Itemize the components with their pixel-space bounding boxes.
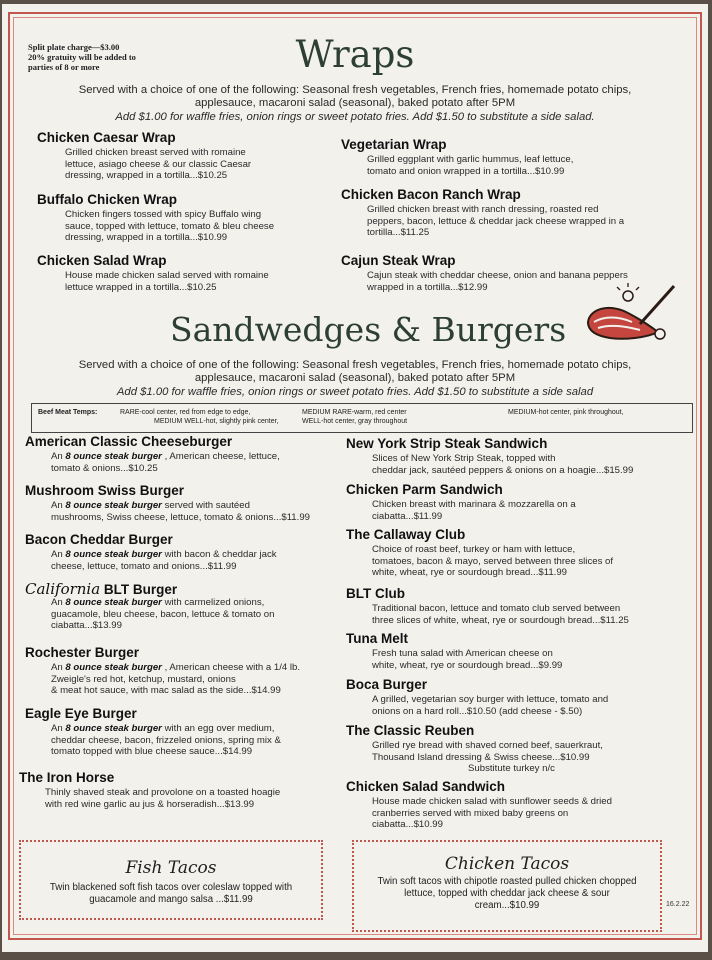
menu-item-name: Tuna Melt — [346, 631, 408, 646]
menu-item-name: Rochester Burger — [25, 645, 140, 660]
menu-item-description — [372, 603, 629, 626]
fish-tacos-box — [19, 840, 323, 920]
gratuity-note: 20% gratuity will be added to — [28, 52, 136, 62]
chicken-tacos-line: Twin soft tacos with chipotle roasted pulled chicken chopped — [377, 876, 637, 887]
menu-item-description-line: Grilled chicken breast with ranch dressing, roasted red — [367, 204, 599, 215]
split-plate-note: Split plate charge—$3.00 — [28, 42, 120, 52]
menu-item-name: Cajun Steak Wrap — [341, 253, 456, 268]
menu-item-description — [65, 209, 274, 244]
menu-item-description-line: Zweigle's red hot, ketchup, mustard, onions — [51, 673, 236, 685]
sandwedges-intro — [22, 359, 688, 399]
menu-item-description-line: tomato and onion wrapped in a tortilla...$10.99 — [367, 165, 565, 177]
menu-item-name: Chicken Salad Sandwich — [346, 779, 506, 794]
menu-item-description-line: A grilled, vegetarian soy burger with lettuce, tomato and — [372, 694, 609, 705]
menu-item-description-line: House made chicken salad with sunflower seeds & dried — [372, 796, 612, 807]
chicken-tacos-line: cream...$10.99 — [474, 900, 540, 911]
menu-item-description — [51, 549, 277, 572]
menu-item-description-line: guacamole, bleu cheese, bacon, lettuce & tomato on — [51, 608, 275, 620]
menu-item-description-line: white, wheat, rye or sourdough bread...$11.99 — [372, 567, 568, 579]
menu-item-description-line: Substitute turkey n/c — [468, 763, 555, 775]
menu-item-name: Chicken Caesar Wrap — [37, 130, 176, 145]
chicken-tacos-title: Chicken Tacos — [444, 854, 570, 874]
menu-item-description-line: Traditional bacon, lettuce and tomato club served between — [372, 603, 621, 614]
menu-item-description — [372, 648, 562, 671]
menu-item-description-line: An 8 ounce steak burger , American cheese, lettuce, — [51, 451, 280, 462]
temp-well: WELL-hot center, gray throughout — [302, 418, 408, 425]
menu-item-description — [372, 796, 612, 831]
menu-item-description-line: white, wheat, rye or sourdough bread...$9.99 — [372, 659, 563, 671]
menu-item-description-line: Thinly shaved steak and provolone on a toasted hoagie — [45, 787, 281, 798]
sandwedges-heading: Sandwedges & Burgers — [170, 310, 567, 349]
menu-item-description-line: cranberries served with mixed baby greens on — [372, 807, 569, 819]
menu-item-name: Mushroom Swiss Burger — [25, 483, 185, 498]
menu-item-description — [51, 500, 310, 523]
menu-item-description — [367, 154, 573, 177]
chicken-tacos-box — [352, 840, 662, 932]
menu-item-description — [51, 451, 280, 474]
meat-temps-box — [31, 403, 693, 433]
menu-item-name: Buffalo Chicken Wrap — [37, 192, 178, 207]
menu-item-description-line: tomatoes, bacon & mayo, served between three slices of — [372, 555, 614, 567]
menu-item-description-line: ciabatta...$13.99 — [51, 620, 122, 632]
menu-item-description-line: mushrooms, Swiss cheese, lettuce, tomato & onions...$11.99 — [51, 511, 310, 523]
menu-item-description-line: ciabatta...$10.99 — [372, 819, 443, 831]
menu-item-description-line: tomato & onions...$10.25 — [51, 462, 158, 474]
menu-item-description-line: lettuce wrapped in a tortilla...$10.25 — [65, 281, 217, 293]
menu-item-description — [372, 740, 603, 775]
wraps-intro-line: applesauce, macaroni salad (seasonal), baked potato after 5PM — [194, 97, 516, 110]
wraps-intro — [22, 84, 688, 124]
menu-item-description-line: Chicken breast with marinara & mozzarella on a — [372, 499, 576, 510]
menu-item-name: Boca Burger — [346, 677, 428, 692]
menu-item-description-line: An 8 ounce steak burger served with sautéed — [51, 500, 250, 511]
chicken-tacos-desc — [354, 876, 660, 912]
wraps-intro-line: Add $1.00 for waffle fries, onion rings or sweet potato fries. Add $1.50 to substitute a side salad. — [115, 110, 595, 123]
sandwedges-intro-line: Served with a choice of one of the following: Seasonal fresh vegetables, French fries, homemade potato chips, — [78, 359, 632, 371]
menu-item-description-line: lettuce, asiago cheese & our classic Caesar — [65, 158, 252, 170]
menu-item-description-line: three slices of white, wheat, rye or sourdough bread...$11.25 — [372, 614, 629, 626]
fish-tacos-line: guacamole and mango salsa ...$11.99 — [89, 894, 253, 905]
menu-item-description — [372, 544, 613, 579]
menu-page — [2, 4, 708, 952]
menu-item-description-line: Thousand Island dressing & Swiss cheese...$10.99 — [372, 751, 590, 763]
menu-item-name: The Iron Horse — [19, 770, 115, 785]
fish-tacos-line: Twin blackened soft fish tacos over coleslaw topped with — [49, 882, 293, 893]
menu-item-name: Eagle Eye Burger — [25, 706, 137, 721]
temp-rare: RARE-cool center, red from edge to edge, — [120, 409, 251, 416]
menu-item-description-line: peppers, bacon, lettuce & cheddar jack cheese wrapped in a — [367, 215, 625, 227]
menu-item-description-line: Chicken fingers tossed with spicy Buffalo wing — [65, 209, 262, 220]
menu-item-name: Vegetarian Wrap — [341, 137, 447, 152]
menu-item-name: Chicken Parm Sandwich — [346, 482, 503, 497]
menu-item-description-line: An 8 ounce steak burger with carmelized onions, — [51, 597, 265, 608]
menu-item-description-line: tomato topped with blue cheese sauce...$14.99 — [51, 746, 253, 758]
menu-item-description-line: Choice of roast beef, turkey or ham with lettuce, — [372, 544, 576, 555]
menu-item-name: Bacon Cheddar Burger — [25, 532, 173, 547]
menu-item-description-line: cheddar cheese, bacon, frizzeled onions, spring mix & — [51, 734, 281, 746]
menu-item-name: American Classic Cheeseburger — [25, 434, 233, 449]
menu-item-description — [51, 662, 300, 697]
menu-item-name: The Classic Reuben — [346, 723, 475, 738]
menu-item-name: BLT Club — [346, 586, 405, 601]
menu-item-description-line: Cajun steak with cheddar cheese, onion and banana peppers — [367, 270, 628, 281]
menu-item-description-line: dressing, wrapped in a tortilla...$10.25 — [65, 170, 228, 182]
menu-item-description-line: Slices of New York Strip Steak, topped with — [372, 453, 556, 464]
menu-item-description — [372, 499, 576, 522]
menu-item-description-line: with red wine garlic au jus & horseradish...$13.99 — [45, 798, 255, 810]
menu-item-description-line: House made chicken salad served with romaine — [65, 270, 269, 281]
menu-item-description-line: An 8 ounce steak burger with an egg over medium, — [51, 723, 275, 734]
sandwedges-intro-line: Add $1.00 for waffle fries, onion rings or sweet potato fries. Add $1.50 to substitute a side salad — [116, 385, 594, 398]
sandwedges-intro-line: applesauce, macaroni salad (seasonal), baked potato after 5PM — [194, 372, 516, 385]
wraps-heading: Wraps — [295, 33, 415, 76]
date-code: 16.2.22 — [666, 901, 690, 908]
menu-item-description — [367, 270, 628, 293]
menu-item-description-line: Grilled eggplant with garlic hummus, leaf lettuce, — [367, 154, 574, 165]
menu-item-description-line: Grilled rye bread with shaved corned beef, sauerkraut, — [372, 740, 603, 751]
menu-item-name: Chicken Bacon Ranch Wrap — [341, 187, 521, 202]
fish-tacos-desc — [21, 882, 321, 906]
menu-item-description-line: onions on a hard roll...$10.50 (add cheese - $.50) — [372, 705, 583, 717]
menu-item-description-line: Fresh tuna salad with American cheese on — [372, 648, 553, 659]
menu-item-name: The Callaway Club — [346, 527, 466, 542]
menu-item-description — [65, 270, 269, 293]
menu-item-name: Chicken Salad Wrap — [37, 253, 167, 268]
parties-note: parties of 8 or more — [28, 62, 100, 72]
menu-item-description-line: cheese, lettuce, tomato and onions...$11.99 — [51, 560, 237, 572]
menu-item-description — [51, 723, 281, 758]
meat-temps-label: Beef Meat Temps: — [38, 409, 98, 416]
fish-tacos-title: Fish Tacos — [125, 858, 217, 878]
temp-medium-rare: MEDIUM RARE-warm, red center — [302, 409, 407, 416]
menu-item-description-line: wrapped in a tortilla...$12.99 — [367, 281, 488, 293]
menu-item-description — [372, 453, 633, 476]
menu-item-description-line: & meat hot sauce, with mac salad as the side...$14.99 — [51, 685, 281, 697]
menu-item-description-line: tortilla...$11.25 — [367, 227, 430, 239]
menu-item-description-line: sauce, topped with lettuce, tomato & bleu cheese — [65, 220, 275, 232]
menu-item-description — [45, 787, 280, 810]
menu-item-description-line: ciabatta...$11.99 — [372, 510, 443, 522]
temp-medium-well: MEDIUM WELL-hot, slightly pink center, — [154, 418, 279, 425]
menu-item-name: California BLT Burger — [25, 580, 178, 598]
menu-item-description-line: Grilled chicken breast served with romaine — [65, 147, 246, 158]
menu-item-name: New York Strip Steak Sandwich — [346, 436, 548, 451]
chicken-tacos-line: lettuce, topped with cheddar jack cheese & sour — [404, 888, 610, 899]
menu-item-description-line: An 8 ounce steak burger with bacon & cheddar jack — [51, 549, 277, 560]
menu-item-description — [65, 147, 251, 182]
menu-item-description-line: An 8 ounce steak burger , American cheese with a 1/4 lb. — [51, 662, 301, 673]
menu-item-description-line: dressing, wrapped in a tortilla...$10.99 — [65, 232, 228, 244]
menu-item-description — [51, 597, 274, 632]
menu-item-description — [367, 204, 624, 239]
menu-item-description — [372, 694, 608, 717]
wraps-intro-line: Served with a choice of one of the following: Seasonal fresh vegetables, French fries, homemade potato chips, — [78, 84, 632, 96]
menu-item-description-line: cheddar jack, sautéed peppers & onions on a hoagie...$15.99 — [372, 464, 634, 476]
temp-medium: MEDIUM-hot center, pink throughout, — [508, 409, 624, 416]
